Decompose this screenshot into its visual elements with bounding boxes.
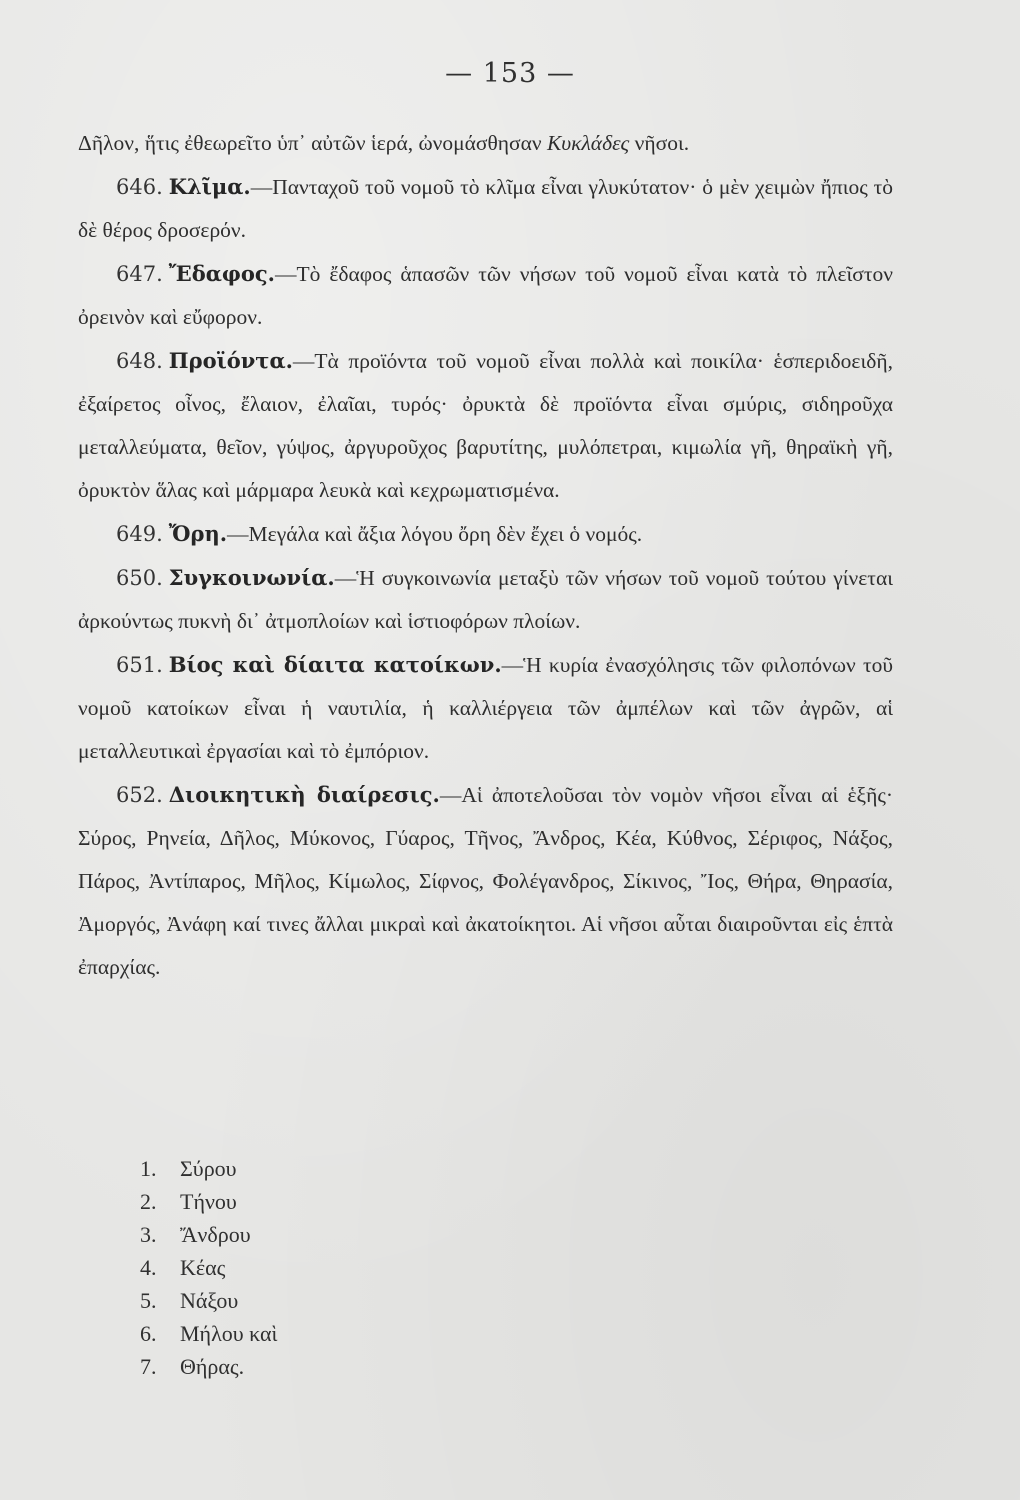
section-body: —Τὰ προϊόντα τοῦ νομοῦ εἶναι πολλὰ καὶ ποικίλα· ἑσπεριδοειδῆ, ἐξαίρετος οἶνος, ἔλαιον, ἐλαῖαι, τυρός· ὀρυκτὰ δὲ προϊόντα εἶναι σμύρις, σιδηροῦχα μεταλλεύματα, θεῖον, γύψος, ἀργυροῦχος βαρυτίτης, μυλόπετραι, κιμωλία γῆ, θηραϊκὴ γῆ, ὀρυκτὸν ἅλας καὶ μάρμαρα λευκὰ καὶ κεχρωματισμένα. [78,349,893,502]
intro-text: Δῆλον, ἥτις ἐθεωρεῖτο ὑπ᾽ αὐτῶν ἱερά, ὠνομάσθησαν [78,131,542,155]
list-item-name: Μήλου καὶ [180,1321,278,1346]
section-number: 648. [116,349,163,373]
section-heading: Ἔδαφος. [168,261,275,286]
intro-italic: Κυκλάδες [546,131,630,155]
list-item [140,1251,277,1284]
intro-tail: νῆσοι. [634,131,690,155]
section-number: 646. [116,175,163,199]
list-item-number: 4. [140,1255,157,1280]
list-item [140,1350,277,1383]
list-item [140,1218,277,1251]
section-number: 647. [116,262,163,286]
list-item-name: Κέας [180,1255,226,1280]
eparchy-list [140,1152,277,1383]
section-heading: Κλῖμα. [168,174,251,199]
section-heading: Ὄρη. [168,521,228,546]
list-item-number: 3. [140,1222,157,1247]
list-item-number: 1. [140,1156,157,1181]
list-item-number: 6. [140,1321,157,1346]
page-text [78,122,893,989]
section-body: —Αἱ ἀποτελοῦσαι τὸν νομὸν νῆσοι εἶναι αἱ ἑξῆς· Σύρος, Ρηνεία, Δῆλος, Μύκονος, Γύαρος, Τῆνος, Ἄνδρος, Κέα, Κύθνος, Σέριφος, Νάξος, Πάρος, Ἀντίπαρος, Μῆλος, Κίμωλος, Σίφνος, Φολέγανδρος, Σίκινος, Ἴος, Θήρα, Θηρασία, Ἀμοργός, Ἀνάφη καί τινες ἄλλαι μικραὶ καὶ ἀκατοίκητοι. Αἱ νῆσοι αὗται διαιροῦνται εἰς ἑπτὰ ἐπαρχίας. [78,783,893,979]
section-body: —Τὸ ἔδαφος ἁπασῶν τῶν νήσων τοῦ νομοῦ εἶναι κατὰ τὸ πλεῖστον ὀρεινὸν καὶ εὔφορον. [78,262,893,329]
section-number: 649. [116,522,163,546]
list-item-name: Ἄνδρου [180,1222,251,1247]
section-651 [78,643,893,773]
intro-paragraph [78,122,893,165]
section-body: —Πανταχοῦ τοῦ νομοῦ τὸ κλῖμα εἶναι γλυκύτατον· ὁ μὲν χειμὼν ἤπιος τὸ δὲ θέρος δροσερόν. [78,175,893,242]
section-heading: Βίος καὶ δίαιτα κατοίκων. [168,652,502,677]
section-body: —Ἡ κυρία ἐνασχόλησις τῶν φιλοπόνων τοῦ νομοῦ κατοίκων εἶναι ἡ ναυτιλία, ἡ καλλιέργεια τῶν ἀμπέλων καὶ τῶν ἀγρῶν, αἱ μεταλλευτικαὶ ἐργασίαι καὶ τὸ ἐμπόριον. [78,653,893,763]
section-number: 650. [116,566,163,590]
list-item-number: 7. [140,1354,157,1379]
section-heading: Συγκοινωνία. [168,565,335,590]
section-number: 652. [116,783,163,807]
list-item-number: 2. [140,1189,157,1214]
section-648 [78,339,893,512]
list-item [140,1317,277,1350]
list-item-name: Θήρας. [180,1354,245,1379]
section-649 [78,512,893,556]
section-number: 651. [116,653,163,677]
section-647 [78,252,893,339]
list-item-number: 5. [140,1288,157,1313]
section-heading: Προϊόντα. [168,348,293,373]
list-item-name: Νάξου [180,1288,239,1313]
list-item-name: Τήνου [180,1189,237,1214]
list-item-name: Σύρου [180,1156,237,1181]
section-body: —Ἡ συγκοινωνία μεταξὺ τῶν νήσων τοῦ νομοῦ τούτου γίνεται ἀρκούντως πυκνὴ δι᾽ ἀτμοπλοίων καὶ ἱστιοφόρων πλοίων. [78,566,893,633]
section-heading: Διοικητικὴ διαίρεσις. [168,782,440,807]
page-number: — 153 — [445,58,575,89]
section-652 [78,773,893,989]
list-item [140,1185,277,1218]
list-item [140,1284,277,1317]
section-body: —Μεγάλα καὶ ἄξια λόγου ὄρη δὲν ἔχει ὁ νομός. [227,522,643,546]
section-646 [78,165,893,252]
list-item [140,1152,277,1185]
section-650 [78,556,893,643]
